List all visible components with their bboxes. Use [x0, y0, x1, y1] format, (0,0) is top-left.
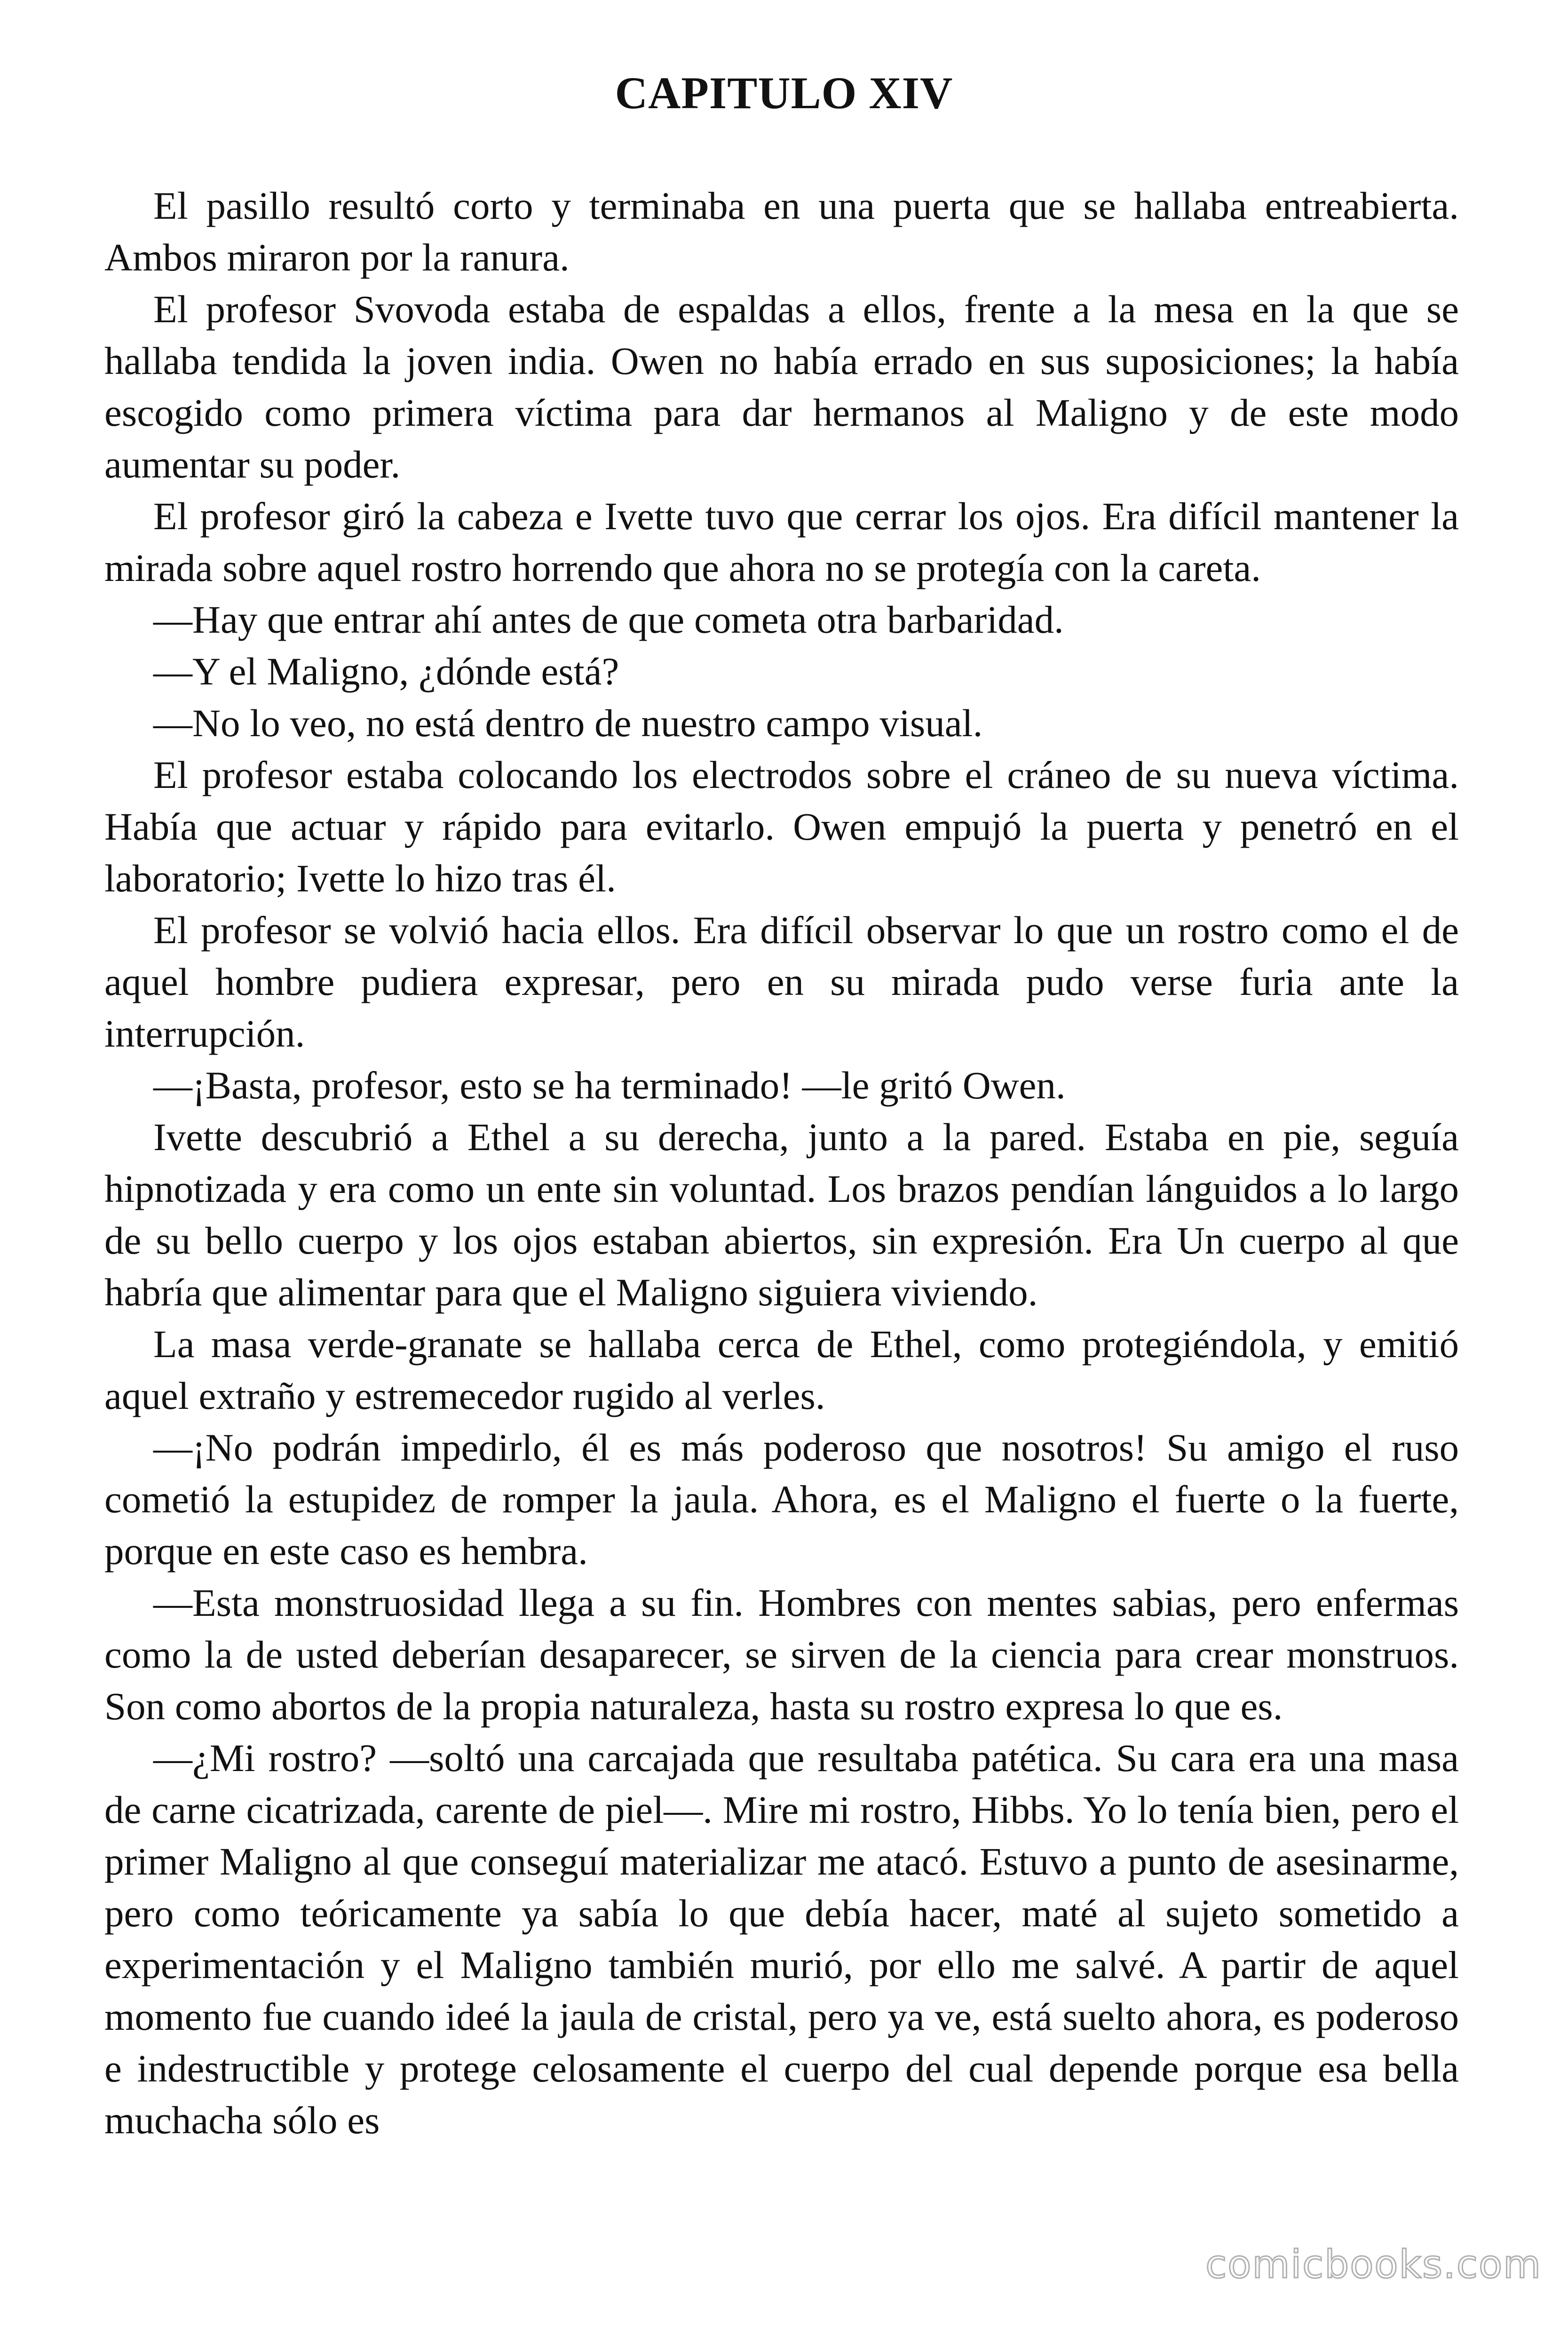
- chapter-title: CAPITULO XIV: [615, 68, 953, 118]
- dialogue-line-5: —¡No podrán impedirlo, él es más poderoso que nosotros! Su amigo el ruso cometió la estupidez de romper la jaula. Ahora, es el Maligno el fuerte o la fuerte, porque en este caso es hembra.: [104, 1426, 1459, 1573]
- dialogue-line-1: —Hay que entrar ahí antes de que cometa otra barbaridad.: [153, 598, 1064, 641]
- dialogue-line-4: —¡Basta, profesor, esto se ha terminado! —le gritó Owen.: [153, 1064, 1066, 1107]
- dialogue-line-6: —Esta monstruosidad llega a su fin. Hombres con mentes sabias, pero enfermas como la de usted deberían desaparecer, se sirven de la ciencia para crear monstruos. Son como abortos de la propia naturaleza, hasta su rostro expresa lo que es.: [104, 1581, 1459, 1728]
- paragraph-10: Ivette descubrió a Ethel a su derecha, junto a la pared. Estaba en pie, seguía hipnotizada y era como un ente sin voluntad. Los brazos pendían lánguidos a lo largo de su bello cuerpo y los ojos estaban abiertos, sin expresión. Era Un cuerpo al que habría que alimentar para que el Maligno siguiera viviendo.: [104, 1115, 1459, 1314]
- paragraph-8: El profesor se volvió hacia ellos. Era difícil observar lo que un rostro como el de aquel hombre pudiera expresar, pero en su mirada pudo verse furia ante la interrupción.: [104, 908, 1459, 1055]
- watermark: comicbooks.com: [1205, 2242, 1542, 2287]
- paragraph-3: El profesor giró la cabeza e Ivette tuvo que cerrar los ojos. Era difícil mantener la mirada sobre aquel rostro horrendo que ahora no se protegía con la careta.: [104, 494, 1459, 589]
- paragraph-7: El profesor estaba colocando los electrodos sobre el cráneo de su nueva víctima. Había que actuar y rápido para evitarlo. Owen empujó la puerta y penetró en el laboratorio; Ivette lo hizo tras él.: [104, 753, 1459, 900]
- dialogue-line-7: —¿Mi rostro? —soltó una carcajada que resultaba patética. Su cara era una masa de carne cicatrizada, carente de piel—. Mire mi rostro, Hibbs. Yo lo tenía bien, pero el primer Maligno al que conseguí materializar me atacó. Estuvo a punto de asesinarme, pero como teóricamente ya sabía lo que debía hacer, maté al sujeto sometido a experimentación y el Maligno también murió, por ello me salvé. A partir de aquel momento fue cuando ideé la jaula de cristal, pero ya ve, está suelto ahora, es poderoso e indestructible y protege celosamente el cuerpo del cual depende porque esa bella muchacha sólo es: [104, 1736, 1459, 2142]
- dialogue-line-2: —Y el Maligno, ¿dónde está?: [153, 650, 619, 693]
- chapter-body: [104, 180, 1459, 2146]
- paragraph-1: El pasillo resultó corto y terminaba en una puerta que se hallaba entreabierta. Ambos miraron por la ranura.: [104, 184, 1459, 279]
- paragraph-2: El profesor Svovoda estaba de espaldas a ellos, frente a la mesa en la que se hallaba tendida la joven india. Owen no había errado en sus suposiciones; la había escogido como primera víctima para dar hermanos al Maligno y de este modo aumentar su poder.: [104, 287, 1459, 486]
- paragraph-11: La masa verde-granate se hallaba cerca de Ethel, como protegiéndola, y emitió aquel extraño y estremecedor rugido al verles.: [104, 1322, 1459, 1417]
- dialogue-line-3: —No lo veo, no está dentro de nuestro campo visual.: [153, 701, 983, 745]
